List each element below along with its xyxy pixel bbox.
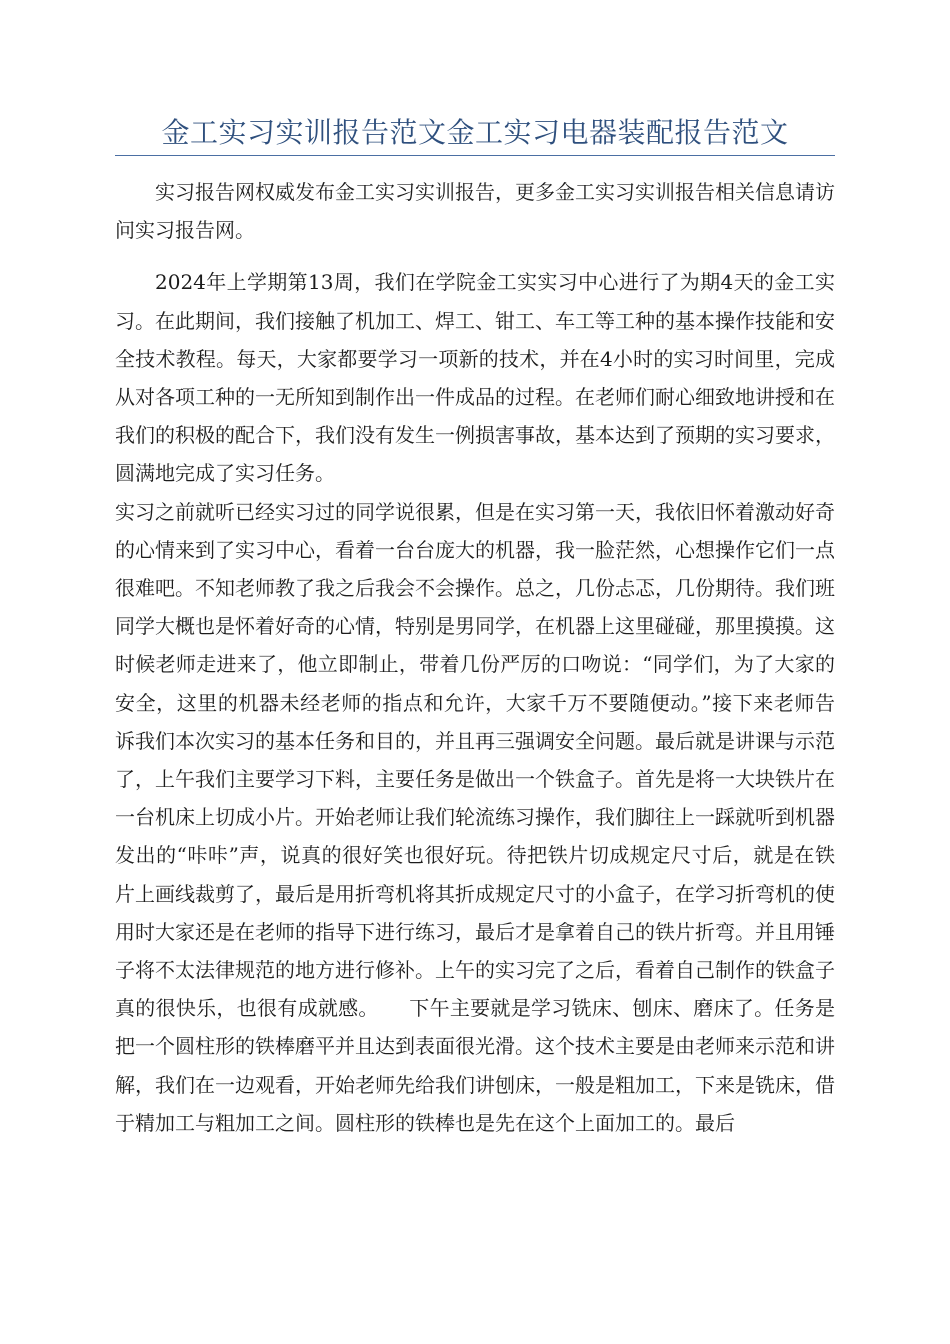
body-paragraph-1: 2024年上学期第13周，我们在学院金工实实习中心进行了为期4天的金工实习。在此期间，我们接触了机加工、焊工、钳工、车工等工种的基本操作技能和安全技术教程。每天，大家都要学习一项新的技术，并在4小时的实习时间里，完成从对各项工种的一无所知到制作出一件成品的过程。在老师们耐心细致地讲授和在我们的积极的配合下，我们没有发生一例损害事故，基本达到了预期的实习要求，圆满地完成了实习任务。 (115, 270, 835, 486)
title-underline (115, 155, 835, 156)
document-title: 金工实习实训报告范文金工实习电器装配报告范文 (161, 116, 789, 149)
body-paragraph-2: 实习之前就听已经实习过的同学说很累，但是在实习第一天，我依旧怀着激动好奇的心情来到了实习中心，看着一台台庞大的机器，我一脸茫然，心想操作它们一点很难吧。不知老师教了我之后我会不会操作。总之，几份忐忑，几份期待。我们班同学大概也是怀着好奇的心情，特别是男同学，在机器上这里碰碰，那里摸摸。这时候老师走进来了，他立即制止，带着几份严厉的口吻说：“同学们，为了大家的安全，这里的机器未经老师的指点和允许，大家千万不要随便动。”接下来老师告诉我们本次实习的基本任务和目的，并且再三强调安全问题。最后就是讲课与示范了，上午我们主要学习下料，主要任务是做出一个铁盒子。首先是将一大块铁片在一台机床上切成小片。开始老师让我们轮流练习操作，我们脚往上一踩就听到机器发出的“咔咔”声，说真的很好笑也很好玩。待把铁片切成规定尺寸后，就是在铁片上画线裁剪了，最后是用折弯机将其折成规定尺寸的小盒子，在学习折弯机的使用时大家还是在老师的指导下进行练习，最后才是拿着自己的铁片折弯。并且用锤子将不太法律规范的地方进行修补。上午的实习完了之后，看着自己制作的铁盒子真的很快乐，也很有成就感。 下午主要就是学习铣床、刨床、磨床了。任务是把一个圆柱形的铁棒磨平并且达到表面很光滑。这个技术主要是由老师来示范和讲解，我们在一边观看，开始老师先给我们讲刨床，一般是粗加工，下来是铣床，借于精加工与粗加工之间。圆柱形的铁棒也是先在这个上面加工的。最后 (115, 499, 835, 1135)
title-block (115, 113, 835, 156)
intro-paragraph: 实习报告网权威发布金工实习实训报告，更多金工实习实训报告相关信息请访问实习报告网。 (115, 180, 835, 243)
document-body (115, 173, 835, 1142)
paragraph-spacer (115, 249, 835, 263)
